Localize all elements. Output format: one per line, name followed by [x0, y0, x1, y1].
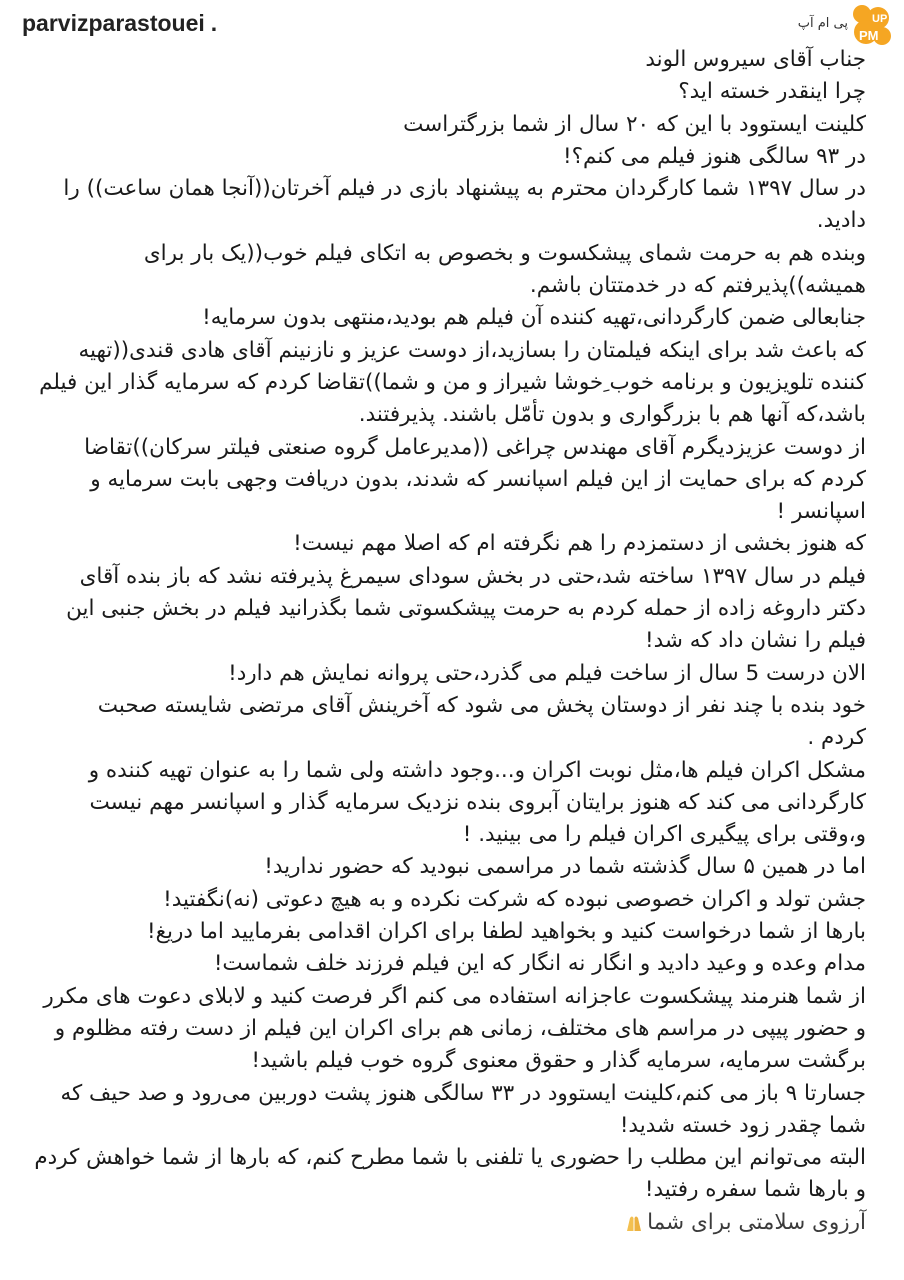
caption-line	[18, 335, 866, 367]
caption-line	[18, 1142, 866, 1174]
caption-line	[18, 76, 866, 108]
username-text[interactable]: parvizparastouei	[22, 10, 205, 36]
praying-hands-icon	[623, 1214, 645, 1232]
caption-line	[18, 916, 866, 948]
caption-line-text: از دوست عزیزدیگرم آقای مهندس چراغی ((مدیرعامل گروه صنعتی فیلتر سرکان))تقاضا	[84, 434, 866, 460]
caption-line-text: مدام وعده و وعید دادید و انگار نه انگار که این فیلم فرزند خلف شماست!	[213, 951, 866, 977]
caption-line	[18, 819, 866, 851]
caption-line	[18, 432, 866, 464]
caption-line	[18, 1174, 866, 1206]
caption-line-text: کردم .	[807, 725, 866, 751]
caption-line	[18, 884, 866, 916]
caption-line	[18, 141, 866, 173]
caption-line	[18, 593, 866, 625]
caption-line	[18, 690, 866, 722]
caption-line-text: جناب آقای سیروس الوند	[645, 47, 866, 72]
caption-line-text: و بارها شما سفره رفتید!	[644, 1177, 866, 1203]
caption-line-text: کارگردانی می کند که هنوز برایتان آبروی بنده نزدیک سرمایه گذار و اسپانسر مهم نیست	[89, 789, 866, 815]
caption-line-text: وبنده هم به حرمت شمای پیشکسوت و بخصوص به اتکای فیلم خوب((یک بار برای	[143, 240, 866, 266]
username[interactable]	[22, 10, 217, 37]
caption-line-text: جسارتا ۹ باز می کنم،کلینت ایستوود در ۳۳ سالگی هنوز پشت دوربین می‌رود و صد حیف که	[60, 1080, 866, 1106]
caption-line-text: در ۹۳ سالگی هنوز فیلم می کنم؟!	[563, 143, 866, 169]
caption-line-text: که باعث شد برای اینکه فیلمتان را بسازید،از دوست عزیز و نازنینم آقای هادی قندی((تهیه	[78, 337, 866, 363]
caption-line	[18, 238, 866, 270]
caption-line	[18, 1078, 866, 1110]
caption-line	[18, 1110, 866, 1142]
caption-line-text: اما در همین ۵ سال گذشته شما در مراسمی نبودید که حضور ندارید!	[264, 854, 866, 880]
pmup-logo-icon	[850, 4, 892, 48]
caption-line	[18, 851, 866, 883]
caption-line	[18, 496, 866, 528]
caption-line	[18, 561, 866, 593]
caption-line-text: کننده تلویزیون و برنامه خوب ِخوشا شیراز و من و شما))تقاضا کردم که سرمایه گذار این فیلم	[39, 369, 866, 395]
caption-line	[18, 1207, 866, 1239]
caption-line-text: همیشه))پذیرفتم که در خدمتتان باشم.	[529, 273, 866, 299]
caption-line-text: کلینت ایستوود با این که ۲۰ سال از شما بزرگتراست	[403, 111, 866, 137]
caption-line	[18, 109, 866, 141]
caption-line	[18, 367, 866, 399]
caption-line-text: اسپانسر !	[776, 499, 866, 525]
caption-line-text: شما چقدر زود خسته شدید!	[619, 1112, 866, 1138]
caption-line-text: فیلم را نشان داد که شد!	[644, 628, 866, 654]
caption-line	[18, 755, 866, 787]
caption-line-text: آرزوی سلامتی برای شما	[647, 1209, 866, 1235]
caption-line-text: خود بنده با چند نفر از دوستان پخش می شود که آخرینش آقای مرتضی شایسته صحبت	[97, 692, 866, 718]
caption-line-text: دادید.	[816, 208, 866, 234]
caption-line-text: فیلم در سال ۱۳۹۷ ساخته شد،حتی در بخش سودای سیمرغ پذیرفته نشد که باز بنده آقای	[79, 563, 866, 589]
caption-line-text: برگشت سرمایه، سرمایه گذار و حقوق معنوی گروه خوب فیلم باشید!	[251, 1048, 866, 1074]
caption-line	[18, 528, 866, 560]
caption-line	[18, 1045, 866, 1077]
caption-line-text: که هنوز بخشی از دستمزدم را هم نگرفته ام که اصلا مهم نیست!	[293, 531, 866, 557]
caption-line	[18, 205, 866, 237]
caption-line	[18, 270, 866, 302]
caption-line	[18, 399, 866, 431]
caption-line	[18, 464, 866, 496]
caption-line-text: چرا اینقدر خسته اید؟	[678, 79, 866, 105]
caption-line-text: مشکل اکران فیلم ها،مثل نوبت اکران و...وجود داشته ولی شما را به عنوان تهیه کننده و	[88, 757, 866, 783]
caption-line	[18, 658, 866, 690]
caption-line-text: بارها از شما درخواست کنید و بخواهید لطفا برای اکران اقدامی بفرمایید اما دریغ!	[146, 919, 866, 945]
caption-line-text: کردم که برای حمایت از این فیلم اسپانسر که شدند، بدون دریافت وجهی بابت سرمایه و	[90, 466, 866, 492]
caption-line-text: و حضور پیپی در مراسم های مختلف، زمانی هم برای اکران این فیلم از دست رفته مظلوم و	[54, 1015, 866, 1041]
caption-line-text: جشن تولد و اکران خصوصی نبوده که شرکت نکرده و به هیچ دعوتی (نه)نگفتید!	[163, 886, 866, 912]
caption-line	[18, 1013, 866, 1045]
caption-line	[18, 302, 866, 334]
watermark-text: پی ام آپ	[797, 16, 848, 31]
caption-line-text: و،وقتی برای پیگیری اکران فیلم را می بینید. !	[462, 822, 866, 848]
caption-line-text: الان درست 5 سال از ساخت فیلم می گذرد،حتی پروانه نمایش هم دارد!	[228, 660, 866, 686]
caption-line	[18, 173, 866, 205]
caption-line	[18, 787, 866, 819]
caption-line-text: از شما هنرمند پیشکسوت عاجزانه استفاده می کنم اگر فرصت کنید و لابلای دعوت های مکرر	[43, 983, 866, 1009]
caption-line	[18, 625, 866, 657]
caption-line	[18, 948, 866, 980]
caption-line-text: جنابعالی ضمن کارگردانی،تهیه کننده آن فیلم هم بودید،منتهی بدون سرمایه!	[202, 305, 866, 331]
caption-line-text: باشد،که آنها هم با بزرگواری و بدون تأمّل باشند. پذیرفتند.	[358, 402, 866, 428]
caption-line	[18, 981, 866, 1013]
caption-line	[18, 722, 866, 754]
svg-text:UP: UP	[872, 13, 888, 25]
caption-line-text: البته می‌توانم این مطلب را حضوری یا تلفنی با شما مطرح کنم، که بارها از شما خواهش کردم	[34, 1145, 866, 1171]
caption-line	[18, 44, 866, 76]
username-separator: .	[210, 10, 218, 36]
svg-text:PM: PM	[859, 28, 879, 43]
post-caption	[18, 44, 866, 1239]
caption-line-text: دکتر داروغه زاده از حمله کردم به حرمت پیشکسوتی شما بگذرانید فیلم در بخش جنبی این	[66, 596, 866, 622]
caption-line-text: در سال ۱۳۹۷ شما کارگردان محترم به پیشنهاد بازی در فیلم آخرتان((آنجا همان ساعت)) را	[63, 176, 866, 202]
